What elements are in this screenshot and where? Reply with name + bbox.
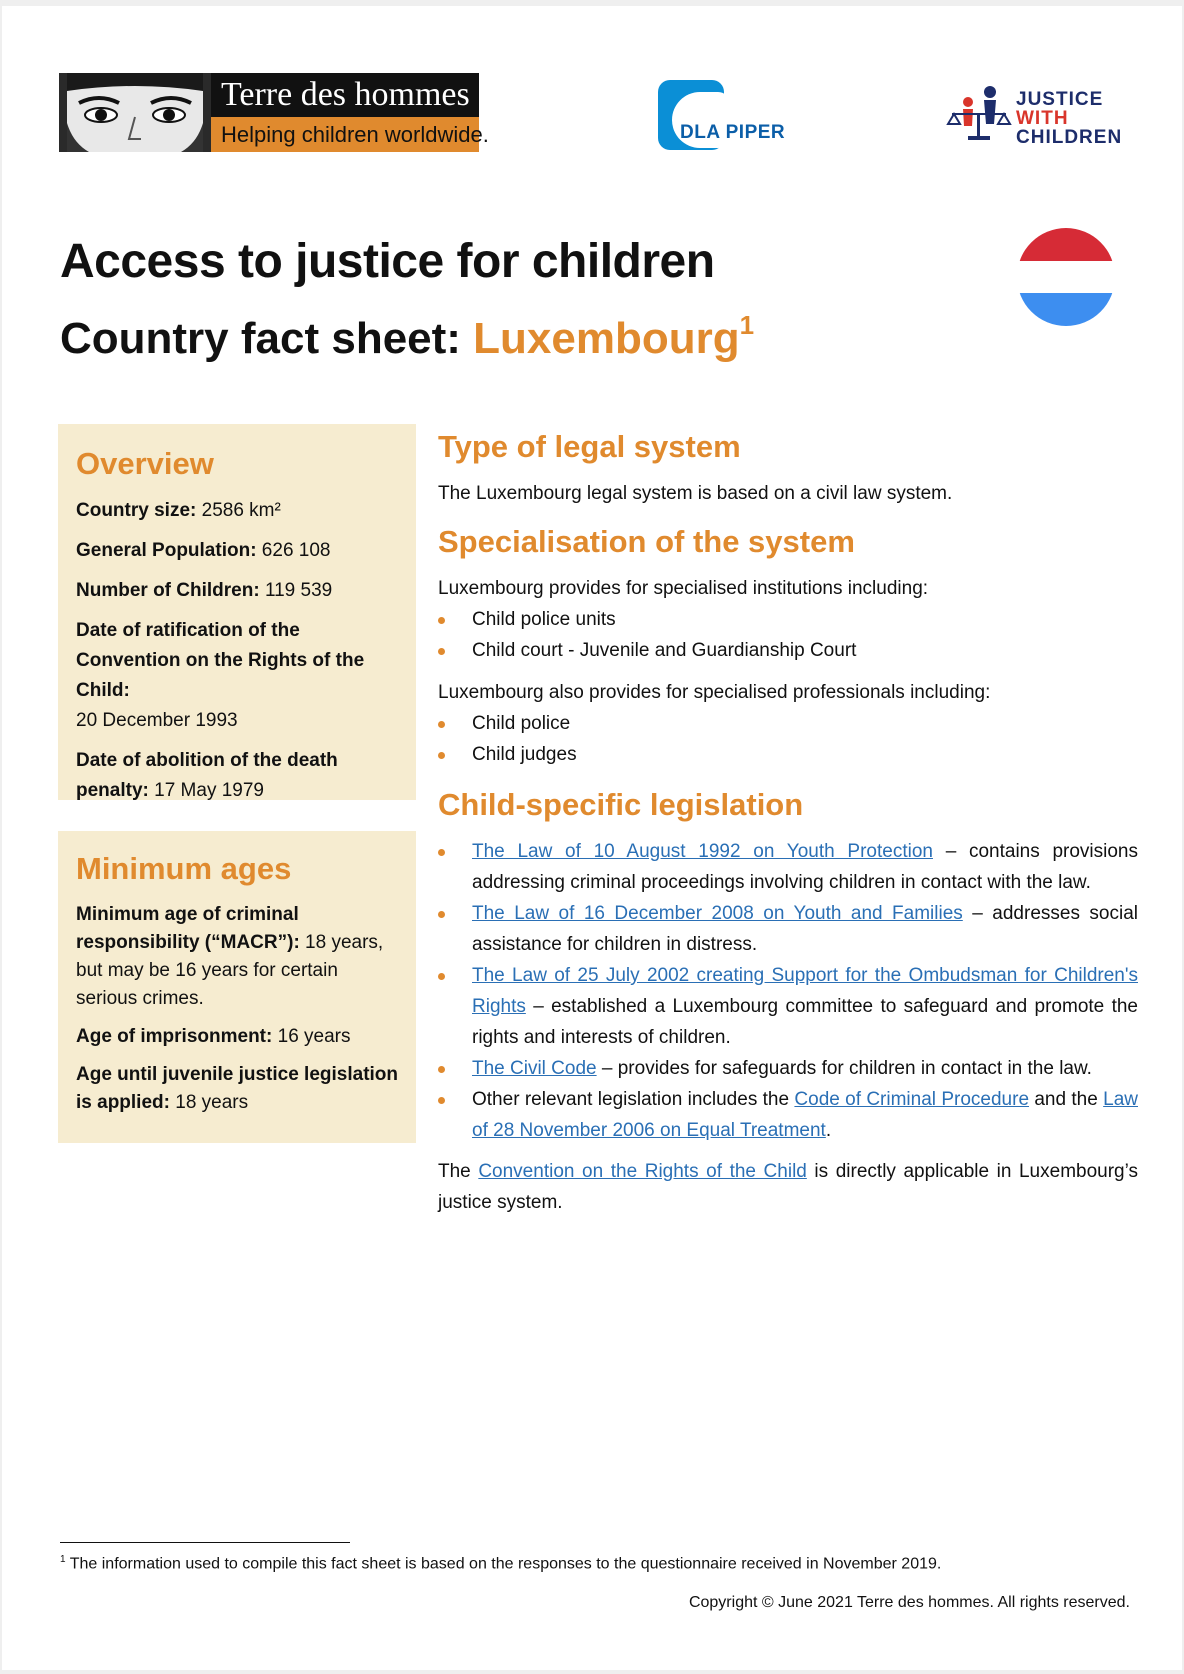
page — [2, 6, 1182, 1670]
scales-family-icon — [946, 84, 1012, 144]
list-item: The Law of 10 August 1992 on Youth Protection – contains provisions addressing criminal proceedings involving children in contact with the law. — [438, 836, 1138, 898]
justice-with-children-logo — [946, 84, 1136, 154]
subtitle-prefix: Country fact sheet: — [60, 314, 474, 363]
fact-juvenile-justice: Age until juvenile justice legislation is applied: 18 years — [76, 1064, 399, 1113]
link-criminal-procedure[interactable]: Code of Criminal Procedure — [794, 1089, 1030, 1110]
list-item: The Civil Code – provides for safeguards for children in contact in the law. — [438, 1053, 1138, 1084]
link-civil-code[interactable]: The Civil Code — [472, 1058, 597, 1079]
footnote: $^1$ The information used to compile this fact sheet is based on the responses to the questionnaire received in November 2019. — [60, 1554, 942, 1573]
terre-des-hommes-logo — [59, 73, 489, 152]
page-subtitle — [60, 310, 755, 364]
fact-children: Number of Children: 119 539 — [76, 580, 333, 601]
footnote-divider — [60, 1542, 350, 1543]
institutions-list — [438, 604, 1138, 666]
link-law-youth-families[interactable]: The Law of 16 December 2008 on Youth and Families — [472, 903, 963, 924]
fact-ratification: Date of ratification of the Convention on the Rights of the Child: 20 December 1993 — [76, 620, 365, 731]
list-item: Other relevant legislation includes the Code of Criminal Procedure and the Law of 28 November 2006 on Equal Treatment. — [438, 1084, 1138, 1146]
flag-stripe-white — [1017, 261, 1115, 294]
minimum-ages-box — [58, 831, 416, 1143]
luxembourg-flag-icon — [1017, 228, 1115, 326]
fact-country-size: Country size: 2586 km² — [76, 500, 281, 521]
specialisation-heading: Specialisation of the system — [438, 524, 855, 559]
legislation-list — [438, 836, 1138, 1146]
jwc-line-justice: JUSTICE — [1016, 89, 1104, 110]
list-item: Child police — [438, 708, 1138, 739]
fact-abolition: Date of abolition of the death penalty: 17 May 1979 — [76, 750, 338, 801]
copyright: Copyright © June 2021 Terre des hommes. All rights reserved. — [688, 1594, 1130, 1611]
jwc-line-children: CHILDREN — [1016, 127, 1123, 148]
overview-heading: Overview — [76, 446, 214, 481]
dla-name: DLA PIPER — [680, 122, 786, 143]
main-content — [438, 426, 1138, 1218]
legal-system-text: The Luxembourg legal system is based on a civil law system. — [438, 483, 953, 504]
overview-box — [58, 424, 416, 800]
fact-macr: Minimum age of criminal responsibility (“MACR”): 18 years, but may be 16 years for certain serious crimes. — [76, 904, 384, 1009]
legal-system-heading: Type of legal system — [438, 429, 741, 464]
list-item: The Law of 25 July 2002 creating Support for the Ombudsman for Children's Rights – established a Luxembourg committee to safeguard and promote the rights and interests of children. — [438, 960, 1138, 1053]
jwc-line-with: WITH — [1016, 108, 1069, 129]
page-title: Access to justice for children — [60, 235, 715, 288]
list-item: The Law of 16 December 2008 on Youth and Families – addresses social assistance for children in distress. — [438, 898, 1138, 960]
link-law-youth-protection[interactable]: The Law of 10 August 1992 on Youth Protection — [472, 841, 933, 862]
list-item: Child judges — [438, 739, 1138, 770]
list-item: Child court - Juvenile and Guardianship Court — [438, 635, 1138, 666]
list-item: Child police units — [438, 604, 1138, 635]
dla-piper-logo — [654, 74, 794, 156]
professionals-list — [438, 708, 1138, 770]
footnote-reference[interactable]: 1 — [739, 310, 755, 340]
crc-text: The Convention on the Rights of the Child is directly applicable in Luxembourg’s justice system. — [438, 1161, 1138, 1213]
flag-stripe-blue — [1017, 293, 1115, 326]
flag-stripe-red — [1017, 228, 1115, 261]
link-law-equal-treatment[interactable]: Law of 28 November 2006 on Equal Treatment — [472, 1089, 1138, 1141]
country-name: Luxembourg — [473, 314, 740, 363]
institutions-intro: Luxembourg provides for specialised institutions including: — [438, 578, 929, 599]
fact-imprisonment: Age of imprisonment: 16 years — [76, 1026, 351, 1047]
fact-population: General Population: 626 108 — [76, 540, 331, 561]
child-face-image — [59, 73, 211, 152]
link-crc[interactable]: Convention on the Rights of the Child — [478, 1161, 807, 1182]
tdh-name: Terre des hommes — [211, 73, 479, 117]
legislation-heading: Child-specific legislation — [438, 787, 804, 822]
link-law-ombudsman[interactable]: The Law of 25 July 2002 creating Support for the Ombudsman for Children's Rights — [472, 965, 1138, 1017]
tdh-tagline: Helping children worldwide. — [211, 117, 479, 152]
minimum-ages-heading: Minimum ages — [76, 851, 292, 886]
professionals-intro: Luxembourg also provides for specialised professionals including: — [438, 682, 991, 703]
